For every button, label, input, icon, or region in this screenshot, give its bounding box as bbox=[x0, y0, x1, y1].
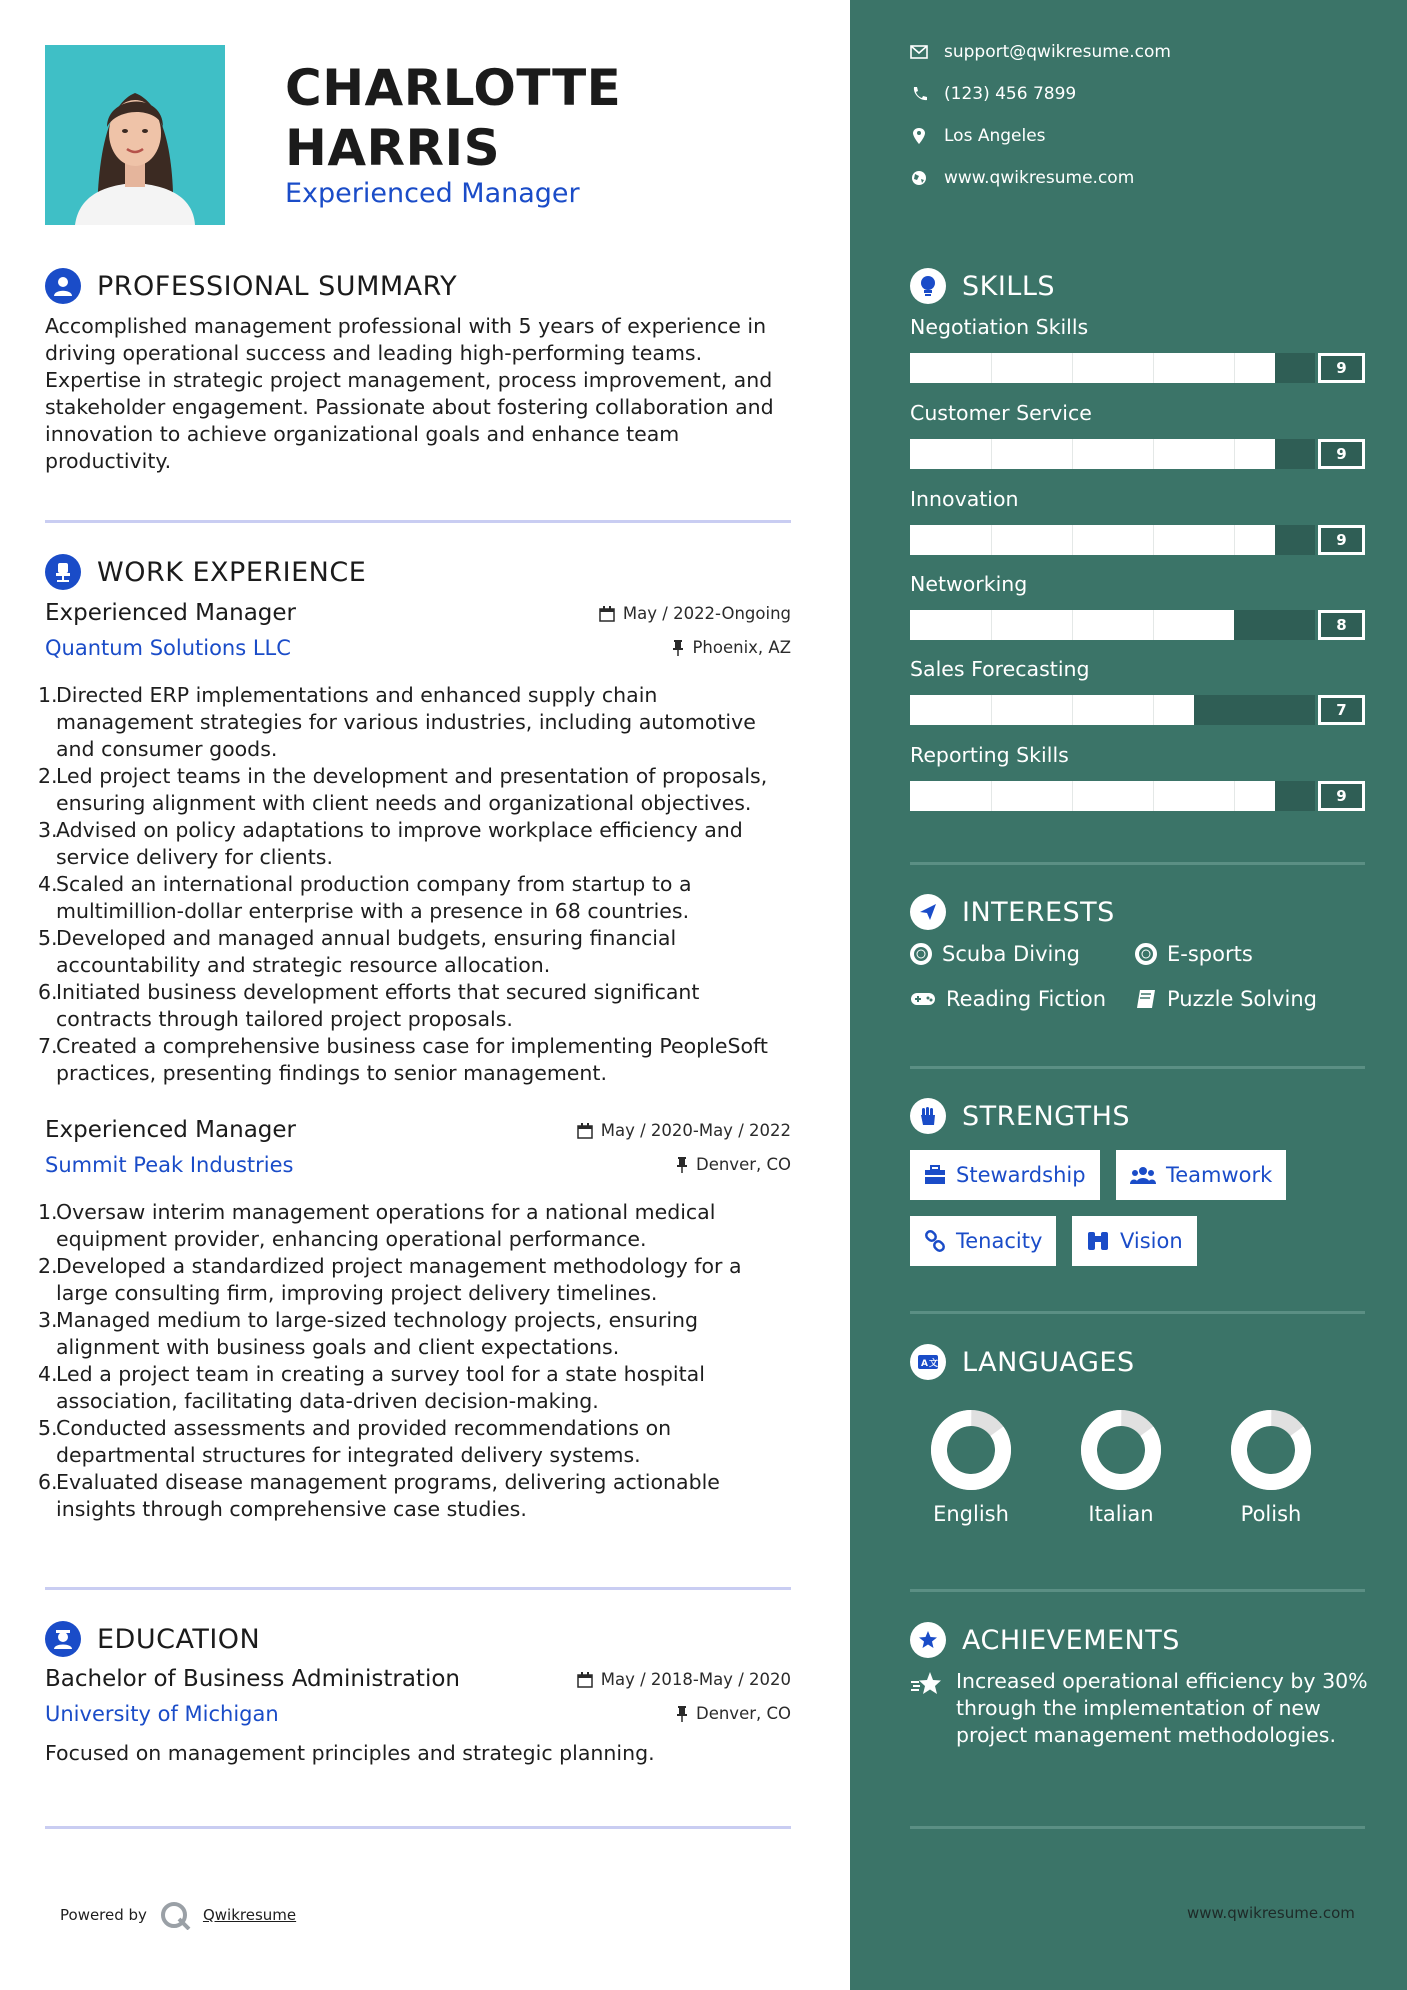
skill-label: Networking bbox=[910, 572, 1028, 596]
calendar-icon bbox=[577, 1672, 593, 1688]
sidebar-divider bbox=[910, 1589, 1365, 1592]
graduation-cap-icon bbox=[45, 1621, 81, 1657]
list-item: 6. Initiated business development efforts that secured significant contracts through tailored project proposals. bbox=[38, 980, 700, 1031]
map-marker-icon bbox=[910, 128, 928, 144]
interest-item bbox=[910, 987, 1106, 1011]
list-item: 1. Directed ERP implementations and enhanced supply chain management strategies for various industries, including automotive and consumer goods. bbox=[38, 683, 756, 761]
list-item: 2. Led project teams in the development and presentation of proposals, ensuring alignment with client needs and organizational objectives. bbox=[38, 764, 768, 815]
achievement-text: Increased operational efficiency by 30% through the implementation of new project management methodologies. bbox=[956, 1669, 1368, 1747]
strength-label: Vision bbox=[1120, 1229, 1183, 1253]
svg-text:文: 文 bbox=[929, 1359, 939, 1369]
skill-bar-fill bbox=[910, 439, 1275, 469]
skill-bar-segment bbox=[1072, 695, 1073, 725]
list-item: 4. Led a project team in creating a survey tool for a state hospital association, facilitating data-driven decision-making. bbox=[38, 1362, 705, 1413]
job-location-text: Phoenix, AZ bbox=[692, 638, 791, 657]
language-icon bbox=[910, 1344, 946, 1380]
education-heading bbox=[45, 1621, 260, 1657]
skill-bar-segment bbox=[1153, 695, 1154, 725]
strengths-heading-text: STRENGTHS bbox=[962, 1100, 1131, 1132]
languages-heading-text: LANGUAGES bbox=[962, 1346, 1135, 1378]
summary-text: Accomplished management professional with 5 years of experience in driving operational success and leading high-performing teams. Expertise in strategic project management, process improvement, and stakeholder engagement. Passionate about fostering collaboration and innovation to achieve organizational goals and enhance team productivity. bbox=[45, 314, 774, 473]
skill-bar-segment bbox=[1234, 525, 1235, 555]
lightbulb-icon bbox=[910, 268, 946, 304]
email-text: support@qwikresume.com bbox=[944, 42, 1171, 62]
envelope-icon bbox=[910, 45, 928, 59]
sidebar-divider bbox=[910, 1826, 1365, 1829]
skill-bar-segment bbox=[1234, 439, 1235, 469]
degree: Bachelor of Business Administration bbox=[45, 1666, 460, 1692]
education-description: Focused on management principles and strategic planning. bbox=[45, 1741, 655, 1765]
strengths-heading bbox=[910, 1098, 1130, 1134]
skill-bar-segment bbox=[1234, 353, 1235, 383]
candidate-title: Experienced Manager bbox=[285, 178, 580, 209]
list-item: 5. Conducted assessments and provided recommendations on departmental structures for integrated delivery systems. bbox=[38, 1416, 672, 1467]
education-date-text: May / 2018-May / 2020 bbox=[600, 1670, 791, 1689]
interests-heading-text: INTERESTS bbox=[962, 896, 1115, 928]
pin-icon bbox=[676, 1157, 688, 1173]
gamepad-icon bbox=[910, 990, 936, 1008]
education-date bbox=[577, 1670, 791, 1689]
strength-label: Stewardship bbox=[956, 1163, 1086, 1187]
job-role: Experienced Manager bbox=[45, 1117, 296, 1143]
skill-score: 9 bbox=[1318, 439, 1365, 469]
user-icon bbox=[45, 268, 81, 304]
skill-bar-segment bbox=[1072, 439, 1073, 469]
svg-text:A: A bbox=[921, 1359, 928, 1369]
section-divider bbox=[45, 1826, 791, 1829]
name-line-1: CHARLOTTE bbox=[285, 59, 622, 117]
skill-bar bbox=[910, 610, 1365, 640]
strength-tag bbox=[1072, 1216, 1197, 1266]
list-item: 3. Advised on policy adaptations to improve workplace efficiency and service delivery for clients. bbox=[38, 818, 743, 869]
language-ring bbox=[929, 1408, 1013, 1492]
sidebar-divider bbox=[910, 1066, 1365, 1069]
website-text: www.qwikresume.com bbox=[944, 168, 1135, 188]
language-ring-fill bbox=[1079, 1408, 1163, 1492]
interest-item bbox=[1135, 987, 1317, 1011]
skills-heading bbox=[910, 268, 1055, 304]
footer-website[interactable]: www.qwikresume.com bbox=[1187, 1904, 1355, 1922]
language-item bbox=[896, 1408, 1046, 1526]
qwikresume-link[interactable]: Qwikresume bbox=[202, 1906, 297, 1924]
skill-score: 9 bbox=[1318, 525, 1365, 555]
list-item: 3. Managed medium to large-sized technology projects, ensuring alignment with business goals and client expectations. bbox=[38, 1308, 699, 1359]
skill-bar bbox=[910, 353, 1365, 383]
strength-tag bbox=[910, 1216, 1056, 1266]
contact-website[interactable] bbox=[910, 168, 1370, 188]
language-ring bbox=[1229, 1408, 1313, 1492]
sidebar-divider bbox=[910, 1311, 1365, 1314]
list-item: 4. Scaled an international production company from startup to a multimillion-dollar enterprise with a presence in 68 countries. bbox=[38, 872, 692, 923]
paper-plane-icon bbox=[910, 894, 946, 930]
skill-label: Reporting Skills bbox=[910, 743, 1069, 767]
skill-bar-segment bbox=[991, 353, 992, 383]
lifebuoy-icon bbox=[910, 943, 932, 965]
job-bullets bbox=[38, 1199, 791, 1523]
skill-bar-segment bbox=[1072, 353, 1073, 383]
section-divider bbox=[45, 1587, 791, 1590]
section-divider bbox=[45, 520, 791, 523]
experience-heading-text: WORK EXPERIENCE bbox=[97, 556, 367, 588]
job-entry-1 bbox=[38, 600, 791, 1087]
powered-by-label: Powered by bbox=[60, 1906, 147, 1924]
job-location bbox=[672, 638, 791, 657]
star-badge-icon bbox=[910, 1622, 946, 1658]
skill-bar bbox=[910, 695, 1365, 725]
skill-bar-segment bbox=[991, 781, 992, 811]
interests-heading bbox=[910, 894, 1115, 930]
language-label: Italian bbox=[1088, 1502, 1154, 1526]
skill-label: Sales Forecasting bbox=[910, 657, 1090, 681]
achievement-item bbox=[910, 1668, 1370, 1749]
interest-item bbox=[1135, 942, 1253, 966]
list-item: 1. Oversaw interim management operations for a national medical equipment provider, enhancing operational performance. bbox=[38, 1200, 716, 1251]
job-role: Experienced Manager bbox=[45, 600, 296, 626]
interest-label: Reading Fiction bbox=[946, 987, 1107, 1011]
contact-email[interactable] bbox=[910, 42, 1370, 62]
job-date bbox=[599, 604, 791, 623]
skill-bar bbox=[910, 439, 1365, 469]
skill-bar-segment bbox=[1153, 781, 1154, 811]
achievements-heading bbox=[910, 1622, 1180, 1658]
achievements-heading-text: ACHIEVEMENTS bbox=[962, 1624, 1180, 1656]
summary-heading-text: PROFESSIONAL SUMMARY bbox=[97, 270, 458, 302]
contact-phone[interactable] bbox=[910, 84, 1370, 104]
job-location-text: Denver, CO bbox=[695, 1155, 791, 1174]
language-label: English bbox=[933, 1502, 1009, 1526]
globe-icon bbox=[910, 170, 928, 186]
education-location bbox=[676, 1704, 791, 1723]
link-icon bbox=[924, 1230, 946, 1252]
binoculars-icon bbox=[1086, 1230, 1110, 1252]
skill-bar-segment bbox=[1153, 525, 1154, 555]
skill-bar-segment bbox=[991, 610, 992, 640]
language-ring-fill bbox=[929, 1408, 1013, 1492]
lifebuoy-icon bbox=[1135, 943, 1157, 965]
experience-heading bbox=[45, 554, 366, 590]
candidate-name bbox=[285, 58, 805, 178]
star-icon bbox=[910, 1670, 944, 1698]
list-item: 2. Developed a standardized project management methodology for a large consulting firm, improving project delivery timelines. bbox=[38, 1254, 742, 1305]
skill-bar-segment bbox=[991, 439, 992, 469]
skill-item bbox=[910, 657, 1365, 725]
strength-tag bbox=[1116, 1150, 1286, 1200]
language-ring bbox=[1079, 1408, 1163, 1492]
list-item: 6. Evaluated disease management programs, delivering actionable insights through comprehensive case studies. bbox=[38, 1470, 720, 1521]
contact-location bbox=[910, 126, 1370, 146]
calendar-icon bbox=[599, 606, 615, 622]
languages-heading bbox=[910, 1344, 1135, 1380]
language-ring-fill bbox=[1229, 1408, 1313, 1492]
users-icon bbox=[1130, 1165, 1156, 1185]
office-chair-icon bbox=[45, 554, 81, 590]
job-bullets bbox=[38, 682, 791, 1087]
skill-score: 7 bbox=[1318, 695, 1365, 725]
skill-bar bbox=[910, 781, 1365, 811]
interest-label: Scuba Diving bbox=[942, 942, 1080, 966]
briefcase-icon bbox=[924, 1165, 946, 1185]
skill-item bbox=[910, 487, 1365, 555]
phone-icon bbox=[910, 86, 928, 102]
skill-bar-segment bbox=[1072, 525, 1073, 555]
calendar-icon bbox=[577, 1123, 593, 1139]
skill-bar-segment bbox=[991, 695, 992, 725]
book-icon bbox=[1135, 988, 1157, 1010]
list-item: 7. Created a comprehensive business case for implementing PeopleSoft practices, presenting findings to senior management. bbox=[38, 1034, 768, 1085]
powered-by bbox=[60, 1900, 296, 1930]
interest-item bbox=[910, 942, 1080, 966]
location-text: Los Angeles bbox=[944, 126, 1046, 146]
strength-tag bbox=[910, 1150, 1100, 1200]
skills-heading-text: SKILLS bbox=[962, 270, 1056, 302]
sidebar bbox=[850, 0, 1407, 1990]
education-heading-text: EDUCATION bbox=[97, 1623, 261, 1655]
summary-heading bbox=[45, 268, 457, 304]
pin-icon bbox=[672, 640, 684, 656]
skill-label: Innovation bbox=[910, 487, 1019, 511]
strength-label: Teamwork bbox=[1166, 1163, 1273, 1187]
interest-label: E-sports bbox=[1167, 942, 1253, 966]
skill-score: 8 bbox=[1318, 610, 1365, 640]
skill-bar-segment bbox=[991, 525, 992, 555]
qwikresume-logo-icon bbox=[159, 1900, 193, 1930]
skill-item bbox=[910, 743, 1365, 811]
hand-fist-icon bbox=[910, 1098, 946, 1134]
job-company: Summit Peak Industries bbox=[45, 1153, 294, 1177]
name-line-2: HARRIS bbox=[285, 119, 501, 177]
school: University of Michigan bbox=[45, 1702, 279, 1726]
skill-item bbox=[910, 315, 1365, 383]
sidebar-divider bbox=[910, 862, 1365, 865]
interest-label: Puzzle Solving bbox=[1167, 987, 1317, 1011]
language-item bbox=[1046, 1408, 1196, 1526]
skill-bar-segment bbox=[1234, 781, 1235, 811]
skill-bar-fill bbox=[910, 353, 1275, 383]
skill-item bbox=[910, 401, 1365, 469]
job-entry-2 bbox=[38, 1117, 791, 1523]
skill-bar-segment bbox=[1072, 610, 1073, 640]
job-company: Quantum Solutions LLC bbox=[45, 636, 291, 660]
language-item bbox=[1196, 1408, 1346, 1526]
skill-item bbox=[910, 572, 1365, 640]
skill-score: 9 bbox=[1318, 781, 1365, 811]
job-date-text: May / 2022-Ongoing bbox=[622, 604, 791, 623]
skill-bar bbox=[910, 525, 1365, 555]
job-date-text: May / 2020-May / 2022 bbox=[600, 1121, 791, 1140]
skill-bar-fill bbox=[910, 525, 1275, 555]
skill-bar-segment bbox=[1153, 353, 1154, 383]
skill-bar-segment bbox=[1153, 610, 1154, 640]
job-date bbox=[577, 1121, 791, 1140]
education-location-text: Denver, CO bbox=[695, 1704, 791, 1723]
skill-label: Customer Service bbox=[910, 401, 1092, 425]
skill-bar-segment bbox=[1153, 439, 1154, 469]
education-entry bbox=[45, 1666, 791, 1767]
job-location bbox=[676, 1155, 791, 1174]
skill-bar-fill bbox=[910, 781, 1275, 811]
profile-photo bbox=[45, 45, 225, 225]
skill-bar-segment bbox=[1072, 781, 1073, 811]
skill-score: 9 bbox=[1318, 353, 1365, 383]
skill-label: Negotiation Skills bbox=[910, 315, 1089, 339]
pin-icon bbox=[676, 1706, 688, 1722]
skill-bar-fill bbox=[910, 695, 1194, 725]
language-label: Polish bbox=[1240, 1502, 1302, 1526]
phone-text: (123) 456 7899 bbox=[944, 84, 1077, 104]
strength-label: Tenacity bbox=[956, 1229, 1043, 1253]
list-item: 5. Developed and managed annual budgets, ensuring financial accountability and strategic resource allocation. bbox=[38, 926, 677, 977]
